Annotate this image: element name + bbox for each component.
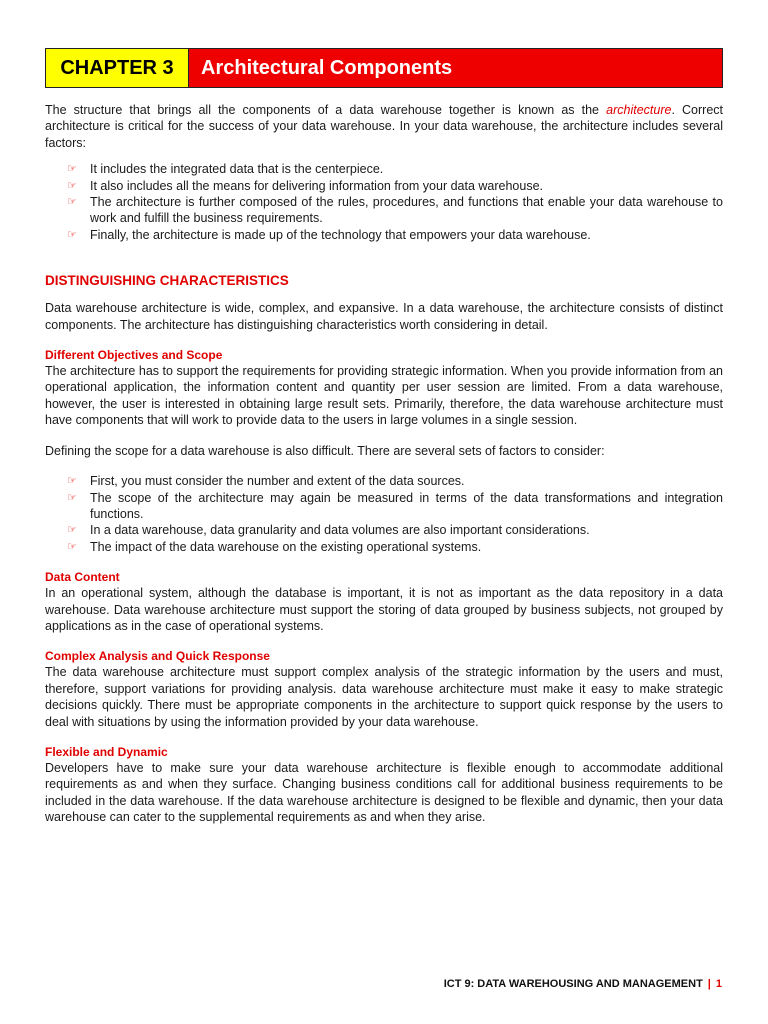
section-heading: DISTINGUISHING CHARACTERISTICS	[45, 273, 289, 289]
intro-paragraph	[45, 102, 723, 151]
list-item	[67, 178, 723, 194]
list-item-text: It includes the integrated data that is the centerpiece.	[90, 162, 384, 177]
footer-separator: |	[707, 978, 711, 990]
list-item-text: It also includes all the means for delivering information from your data warehouse.	[90, 178, 544, 193]
page-footer	[444, 978, 722, 990]
list-item	[67, 539, 723, 555]
list-item-text: In a data warehouse, data granularity and data volumes are also important considerations.	[90, 523, 590, 538]
list-item-text: Finally, the architecture is made up of the technology that empowers your data warehouse.	[90, 227, 591, 242]
hand-pointer-icon: ☞	[67, 491, 77, 504]
subheading-flexible-dynamic: Flexible and Dynamic	[45, 744, 168, 759]
hand-pointer-icon: ☞	[67, 228, 77, 241]
hand-pointer-icon: ☞	[67, 163, 77, 176]
intro-text-start: The structure that brings all the components of a data warehouse together is known as the	[45, 103, 607, 117]
chapter-title: Architectural Components	[189, 49, 722, 87]
section-intro-paragraph: Data warehouse architecture is wide, complex, and expansive. In a data warehouse, the architecture consists of distinct components. The architecture has distinguishing characteristics worth considering in detail.	[45, 301, 723, 332]
complex-analysis-paragraph: The data warehouse architecture must support complex analysis of the strategic information by the users and must, therefore, support variations for providing analysis. data warehouse architecture must make it easy to make strategic decisions quickly. There must be appropriate components in the architecture to support quick response by the users to deal with situations by using the information provided by your data warehouse.	[45, 665, 723, 729]
chapter-label: CHAPTER 3	[46, 49, 189, 87]
data-content-paragraph: In an operational system, although the database is important, it is not as important as the data repository in a data warehouse. Data warehouse architecture must support the storing of data grouped by business subjects, not grouped by applications as in the case of operational systems.	[45, 586, 723, 633]
list-item	[67, 473, 723, 489]
list-item-text: The architecture is further composed of the rules, procedures, and functions that enable your data warehouse to work and fulfill the business requirements.	[90, 195, 723, 226]
list-item	[67, 522, 723, 538]
factors-list	[45, 161, 723, 243]
flexible-dynamic-paragraph: Developers have to make sure your data warehouse architecture is flexible enough to accommodate additional requirements as and when they surface. Changing business conditions call for additional business requirements to be included in the data warehouse. If the data warehouse architecture is designed to be flexible and dynamic, then your data warehouse can cater to the supplemental requirements as and when they arise.	[45, 760, 723, 825]
list-item-text: The scope of the architecture may again be measured in terms of the data transformations and integration functions.	[90, 490, 723, 521]
list-item-text: First, you must consider the number and extent of the data sources.	[90, 474, 465, 489]
subheading-objectives: Different Objectives and Scope	[45, 348, 223, 363]
scope-paragraph: Defining the scope for a data warehouse is also difficult. There are several sets of factors to consider:	[45, 443, 605, 458]
list-item	[67, 490, 723, 523]
list-item	[67, 227, 723, 243]
hand-pointer-icon: ☞	[67, 179, 77, 192]
subheading-complex-analysis: Complex Analysis and Quick Response	[45, 649, 270, 664]
hand-pointer-icon: ☞	[67, 540, 77, 553]
intro-text-end: . Correct architecture is critical for the success of your data warehouse. In your data warehouse, the architecture includes several factors:	[45, 103, 723, 150]
course-title: ICT 9: DATA WAREHOUSING AND MANAGEMENT	[443, 978, 703, 990]
objectives-paragraph: The architecture has to support the requirements for providing strategic information. When you provide information from an operational application, the information content and quantity per user session are limited. From a data warehouse, however, the user is interested in obtaining large result sets. Primarily, therefore, the data warehouse architecture must have components that will work to provide data to the users in large volumes in a single session.	[45, 364, 723, 428]
hand-pointer-icon: ☞	[67, 475, 77, 488]
page-number: 1	[715, 978, 722, 990]
list-item	[67, 194, 723, 227]
list-item-text: The impact of the data warehouse on the existing operational systems.	[90, 539, 482, 554]
hand-pointer-icon: ☞	[67, 524, 77, 537]
architecture-term: architecture	[606, 103, 672, 117]
list-item	[67, 161, 723, 177]
document-page	[45, 48, 723, 826]
scope-list	[45, 473, 723, 555]
hand-pointer-icon: ☞	[67, 196, 77, 209]
subheading-data-content: Data Content	[45, 570, 120, 585]
chapter-banner	[45, 48, 723, 88]
